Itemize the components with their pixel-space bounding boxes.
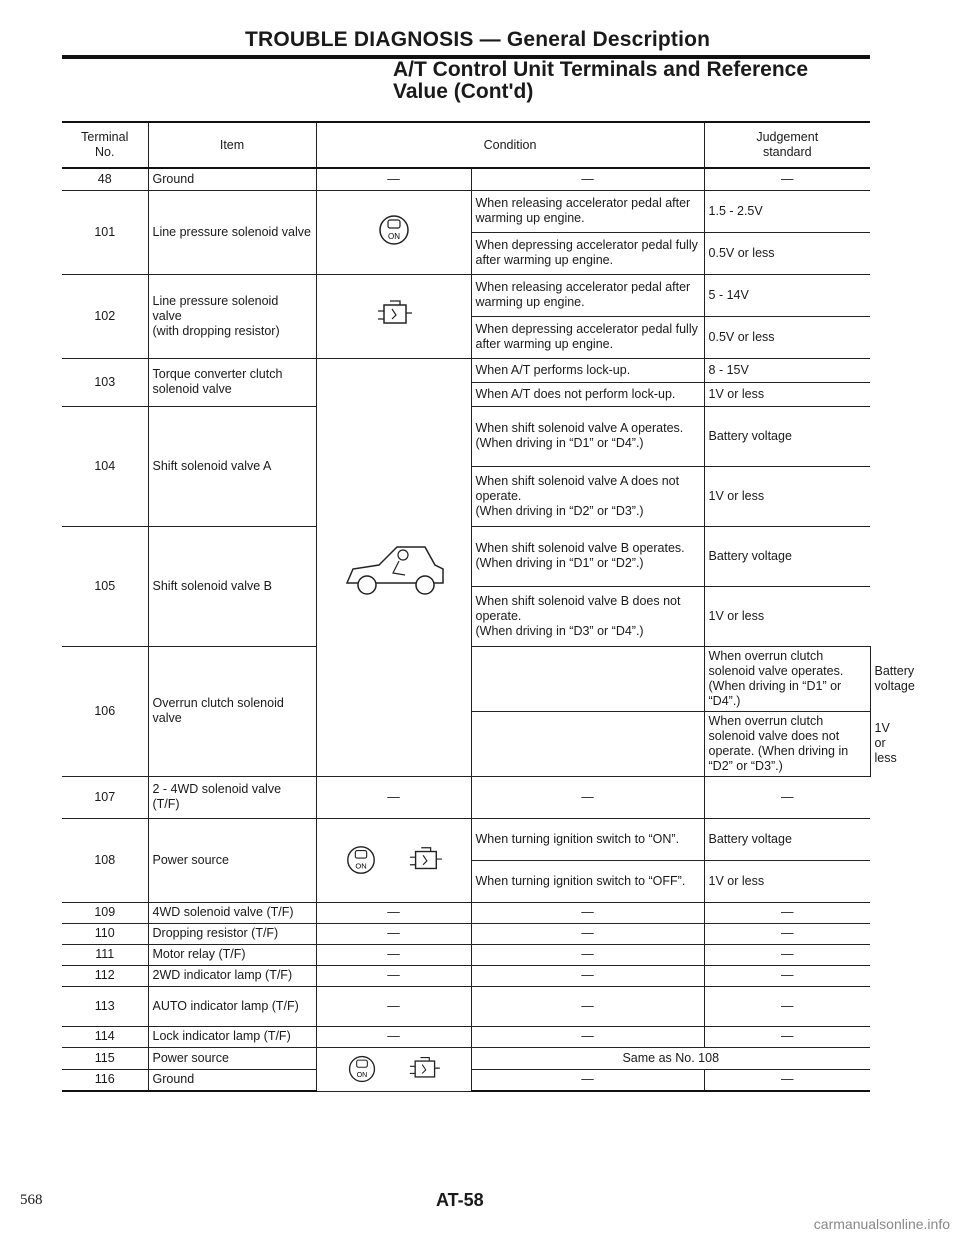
- item-cell: Lock indicator lamp (T/F): [148, 1026, 316, 1047]
- table-row: [62, 965, 870, 986]
- judgement-cell: —: [704, 1026, 870, 1047]
- icon-cell: [316, 274, 471, 358]
- judgement-cell: —: [704, 1069, 870, 1091]
- item-cell: AUTO indicator lamp (T/F): [148, 986, 316, 1026]
- icon-cell: —: [316, 902, 471, 923]
- condition-cell: —: [471, 1026, 704, 1047]
- col-header-terminal: Terminal No.: [62, 122, 148, 168]
- icon-cell: [316, 358, 471, 776]
- condition-cell: When releasing accelerator pedal after warming up engine.: [471, 274, 704, 316]
- condition-cell: —: [471, 923, 704, 944]
- table-row: [62, 944, 870, 965]
- section-title: TROUBLE DIAGNOSIS — General Description: [245, 28, 711, 51]
- icon-cell: [471, 711, 704, 776]
- condition-cell: When A/T performs lock-up.: [471, 358, 704, 382]
- icon-cell: —: [316, 1026, 471, 1047]
- page-number: 568: [20, 1192, 43, 1208]
- item-cell: Power source: [148, 818, 316, 902]
- table-row: [62, 358, 870, 382]
- condition-cell: Same as No. 108: [471, 1047, 870, 1069]
- judgement-cell: 1.5 - 2.5V: [704, 190, 870, 232]
- condition-cell: —: [471, 776, 704, 818]
- engine-running-icon: [406, 1054, 442, 1084]
- item-cell: Torque converter clutch solenoid valve: [148, 358, 316, 406]
- judgement-cell: —: [704, 776, 870, 818]
- terminal-no: 115: [62, 1047, 148, 1069]
- table-row: [62, 902, 870, 923]
- icon-cell: [471, 646, 704, 711]
- judgement-cell: 1V or less: [704, 586, 870, 646]
- table-row: When overrun clutch solenoid valve does not operate. (When driving in “D2” or “D3”.) 1V or less: [62, 711, 870, 776]
- table-row: [62, 168, 870, 190]
- terminal-no: 105: [62, 526, 148, 646]
- icon-cell: —: [316, 986, 471, 1026]
- terminal-reference-table: [62, 121, 915, 1092]
- item-cell: Shift solenoid valve B: [148, 526, 316, 646]
- item-cell: Power source: [148, 1047, 316, 1069]
- condition-cell: When turning ignition switch to “ON”.: [471, 818, 704, 860]
- col-header-item: Item: [148, 122, 316, 168]
- condition-cell: When shift solenoid valve A does not operate. (When driving in “D2” or “D3”.): [471, 466, 704, 526]
- page-subtitle-line1: A/T Control Unit Terminals and Reference: [393, 58, 809, 81]
- condition-cell: When releasing accelerator pedal after warming up engine.: [471, 190, 704, 232]
- condition-cell: When A/T does not perform lock-up.: [471, 382, 704, 406]
- terminal-no: 101: [62, 190, 148, 274]
- item-cell: Ground: [148, 1069, 316, 1091]
- item-cell: Ground: [148, 168, 316, 190]
- terminal-no: 103: [62, 358, 148, 406]
- terminal-no: 111: [62, 944, 148, 965]
- watermark: carmanualsonline.info: [813, 1216, 950, 1232]
- page-subtitle-line2: Value (Cont'd): [393, 80, 534, 103]
- terminal-no: 107: [62, 776, 148, 818]
- terminal-no: 112: [62, 965, 148, 986]
- table-row: [62, 274, 870, 316]
- item-cell: 2WD indicator lamp (T/F): [148, 965, 316, 986]
- ignition-on-icon: [344, 843, 378, 877]
- engine-running-icon: [406, 844, 444, 876]
- judgement-cell: 0.5V or less: [704, 232, 870, 274]
- item-cell: Motor relay (T/F): [148, 944, 316, 965]
- judgement-cell: 1V or less: [704, 466, 870, 526]
- item-cell: 4WD solenoid valve (T/F): [148, 902, 316, 923]
- judgement-cell: —: [704, 965, 870, 986]
- col-header-condition: Condition: [316, 122, 704, 168]
- svg-text:ON: ON: [356, 1071, 367, 1079]
- condition-cell: —: [471, 986, 704, 1026]
- judgement-cell: 1V or less: [704, 382, 870, 406]
- terminal-no: 109: [62, 902, 148, 923]
- judgement-cell: Battery voltage: [704, 406, 870, 466]
- condition-cell: —: [471, 168, 704, 190]
- condition-cell: When depressing accelerator pedal fully after warming up engine.: [471, 316, 704, 358]
- judgement-cell: —: [704, 902, 870, 923]
- condition-cell: —: [471, 902, 704, 923]
- ignition-on-icon: [376, 212, 412, 248]
- table-row: [62, 776, 870, 818]
- item-cell: 2 - 4WD solenoid valve (T/F): [148, 776, 316, 818]
- svg-text:ON: ON: [354, 861, 367, 871]
- condition-cell: —: [471, 965, 704, 986]
- icon-cell: [316, 818, 471, 902]
- page-code: AT-58: [436, 1190, 484, 1210]
- terminal-no: 48: [62, 168, 148, 190]
- icon-cell: —: [316, 965, 471, 986]
- judgement-cell: 1V or less: [704, 860, 870, 902]
- judgement-cell: —: [704, 923, 870, 944]
- condition-cell: —: [471, 1069, 704, 1091]
- icon-cell: —: [316, 776, 471, 818]
- judgement-cell: —: [704, 168, 870, 190]
- item-cell: Dropping resistor (T/F): [148, 923, 316, 944]
- terminal-no: 102: [62, 274, 148, 358]
- judgement-cell: 5 - 14V: [704, 274, 870, 316]
- terminal-no: 114: [62, 1026, 148, 1047]
- terminal-no: 116: [62, 1069, 148, 1091]
- item-cell: Line pressure solenoid valve (with dropping resistor): [148, 274, 316, 358]
- terminal-no: 113: [62, 986, 148, 1026]
- condition-cell: When shift solenoid valve B operates. (When driving in “D1” or “D2”.): [471, 526, 704, 586]
- engine-running-icon: [374, 297, 414, 331]
- table-row: [62, 1026, 870, 1047]
- condition-cell: When shift solenoid valve B does not operate. (When driving in “D3” or “D4”.): [471, 586, 704, 646]
- item-cell: Line pressure solenoid valve: [148, 190, 316, 274]
- item-cell: Overrun clutch solenoid valve: [148, 646, 316, 776]
- condition-cell: When overrun clutch solenoid valve does not operate. (When driving in “D2” or “D3”.): [704, 711, 870, 776]
- terminal-no: 108: [62, 818, 148, 902]
- icon-cell: [316, 190, 471, 274]
- driving-car-icon: [339, 525, 449, 605]
- table-row: [62, 818, 870, 860]
- table-row: [62, 923, 870, 944]
- condition-cell: When overrun clutch solenoid valve operates. (When driving in “D1” or “D4”.): [704, 646, 870, 711]
- item-cell: Shift solenoid valve A: [148, 406, 316, 526]
- terminal-no: 104: [62, 406, 148, 526]
- terminal-no: 106: [62, 646, 148, 776]
- judgement-cell: 8 - 15V: [704, 358, 870, 382]
- condition-cell: —: [471, 944, 704, 965]
- judgement-cell: —: [704, 986, 870, 1026]
- judgement-cell: Battery voltage: [704, 526, 870, 586]
- icon-cell: —: [316, 944, 471, 965]
- icon-cell: —: [316, 923, 471, 944]
- condition-cell: When turning ignition switch to “OFF”.: [471, 860, 704, 902]
- table-row: [62, 986, 870, 1026]
- table-row: 106 Overrun clutch solenoid valve When overrun clutch solenoid valve operates. (When driving in “D1” or “D4”.) Battery voltage: [62, 646, 870, 711]
- condition-cell: When shift solenoid valve A operates. (When driving in “D1” or “D4”.): [471, 406, 704, 466]
- condition-cell: When depressing accelerator pedal fully after warming up engine.: [471, 232, 704, 274]
- judgement-cell: Battery voltage: [704, 818, 870, 860]
- judgement-cell: —: [704, 944, 870, 965]
- terminal-no: 110: [62, 923, 148, 944]
- ignition-on-icon: [346, 1053, 378, 1085]
- table-row: [62, 190, 870, 232]
- icon-cell: —: [316, 168, 471, 190]
- col-header-judgement: Judgement standard: [704, 122, 870, 168]
- svg-text:ON: ON: [387, 232, 400, 241]
- table-row: [62, 1047, 870, 1069]
- judgement-cell: 0.5V or less: [704, 316, 870, 358]
- icon-cell: [316, 1047, 471, 1091]
